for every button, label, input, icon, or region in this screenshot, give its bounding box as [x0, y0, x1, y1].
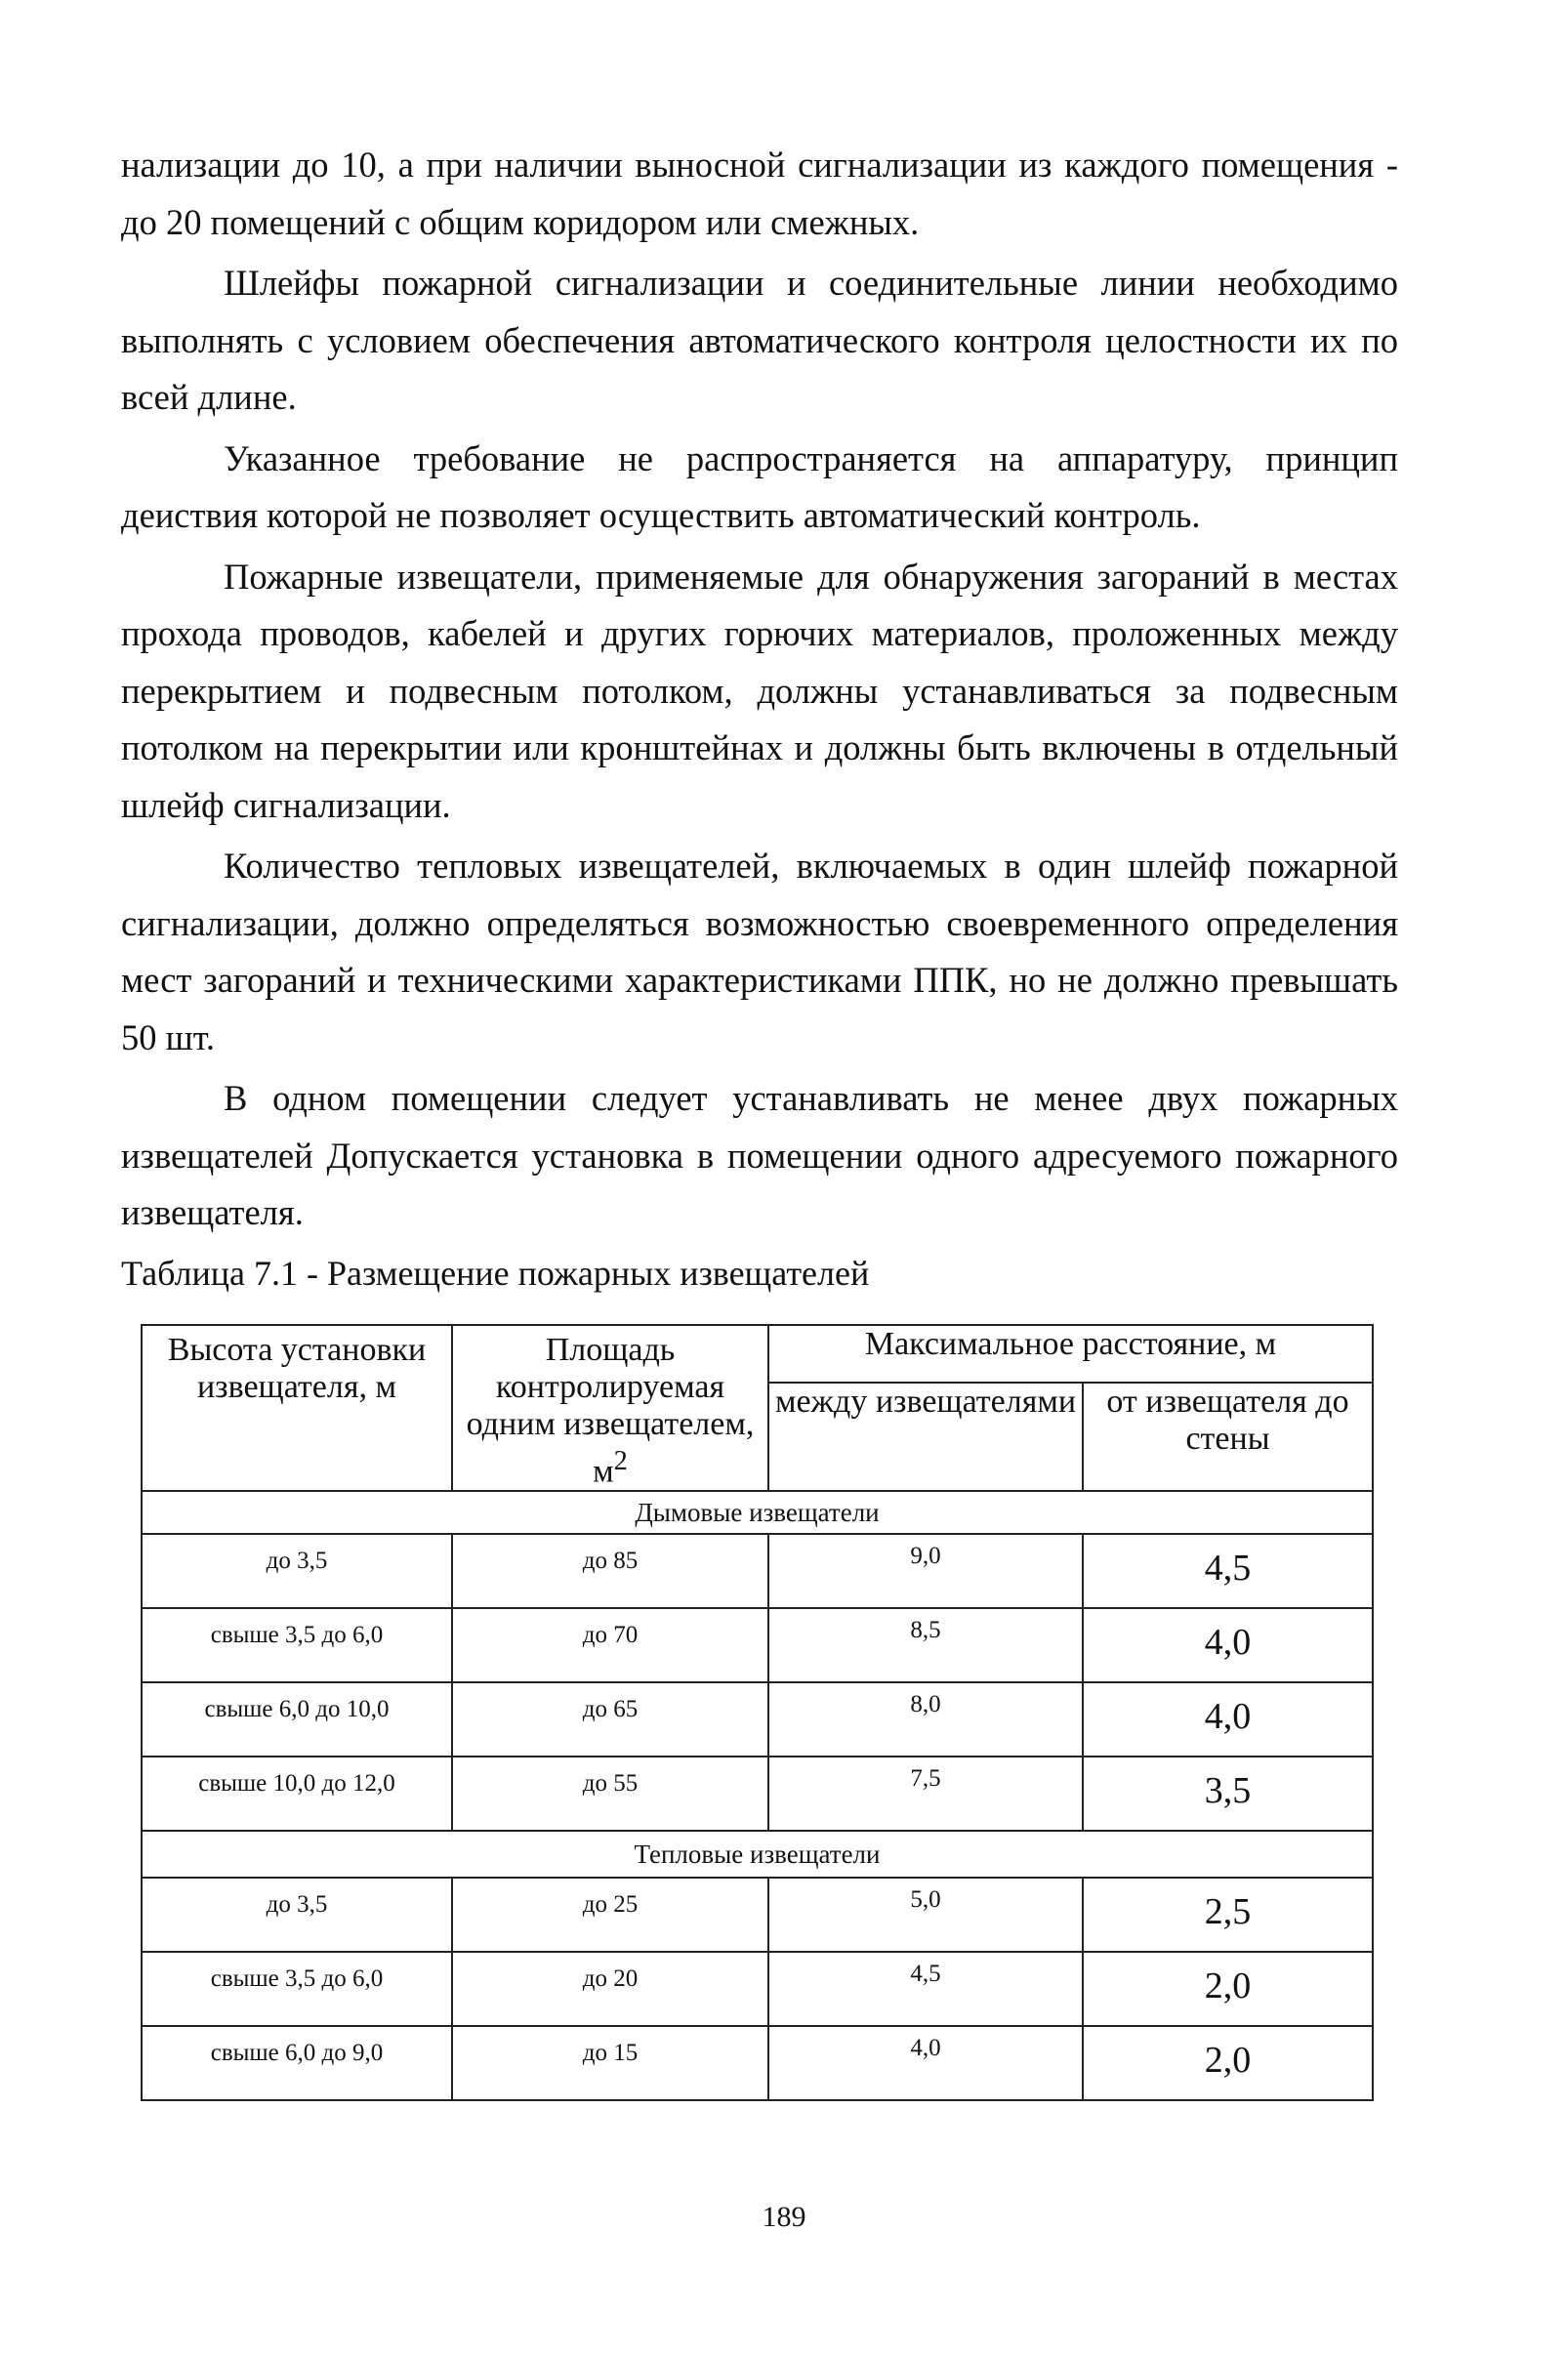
cell-wall: 2,0	[1083, 1952, 1373, 2026]
table-row	[142, 1682, 1373, 1757]
header-between	[768, 1383, 1083, 1492]
cell-height: свыше 3,5 до 6,0	[142, 1608, 452, 1682]
table-row	[142, 1608, 1373, 1682]
cell-between: 9,0	[768, 1534, 1083, 1608]
header-height-label: Высота установки извещателя, м	[167, 1332, 427, 1405]
header-between-label: между извещателями	[774, 1383, 1077, 1420]
table-row	[142, 1534, 1373, 1608]
cell-height: свыше 3,5 до 6,0	[142, 1952, 452, 2026]
cell-between: 4,0	[768, 2026, 1083, 2100]
cell-area: до 20	[452, 1952, 768, 2026]
section-title-smoke: Дымовые извещатели	[142, 1491, 1373, 1534]
cell-between: 4,5	[768, 1952, 1083, 2026]
placement-table	[141, 1324, 1374, 2101]
cell-height: свыше 10,0 до 12,0	[142, 1757, 452, 1831]
cell-between: 5,0	[768, 1878, 1083, 1952]
cell-wall: 4,0	[1083, 1608, 1373, 1682]
cell-area: до 65	[452, 1682, 768, 1757]
cell-wall: 4,5	[1083, 1534, 1373, 1608]
cell-between: 7,5	[768, 1757, 1083, 1831]
cell-height: до 3,5	[142, 1534, 452, 1608]
table-row	[142, 1878, 1373, 1952]
header-to-wall	[1083, 1383, 1373, 1492]
paragraph: нализации до 10, а при наличии выносной сигнализации из каждого помещения - до 20 помещений с общим коридором или смежных.	[121, 145, 1398, 242]
cell-height: до 3,5	[142, 1878, 452, 1952]
cell-wall: 2,0	[1083, 2026, 1373, 2100]
header-distance-label: Максимальное расстояние, м	[864, 1326, 1277, 1362]
cell-wall: 2,5	[1083, 1878, 1373, 1952]
cell-area: до 70	[452, 1608, 768, 1682]
cell-wall: 4,0	[1083, 1682, 1373, 1757]
cell-height: свыше 6,0 до 9,0	[142, 2026, 452, 2100]
header-area	[452, 1325, 768, 1491]
paragraph: Указанное требование не распространяется на аппаратуру, принцип деиствия которой не позволяет осуществить автоматический контроль.	[121, 437, 1398, 535]
section-title-heat: Тепловые извещатели	[142, 1831, 1373, 1878]
header-to-wall-label: от извещателя до стены	[1106, 1383, 1349, 1457]
section-row	[142, 1491, 1373, 1534]
table-header-row	[142, 1325, 1373, 1383]
table-row	[142, 2026, 1373, 2100]
page-number: 189	[762, 2201, 806, 2233]
cell-area: до 15	[452, 2026, 768, 2100]
header-distance	[768, 1325, 1373, 1383]
paragraph: Количество тепловых извещателей, включаемых в один шлейф пожарной сигнализации, должно определяться возможностью своевременного определения мест загораний и техническими характеристиками ППК, но не должно превышать 50 шт.	[121, 846, 1398, 1057]
paragraph: В одном помещении следует устанавливать не менее двух пожарных извещателей Допускается установка в помещении одного адресуемого пожарного извещателя.	[121, 1078, 1398, 1232]
table-row	[142, 1757, 1373, 1831]
paragraph: Шлейфы пожарной сигнализации и соединительные линии необходимо выполнять с условием обеспечения автоматического контроля целостности их по всей длине.	[121, 263, 1398, 417]
table-row	[142, 1952, 1373, 2026]
section-row	[142, 1831, 1373, 1878]
table-caption: Таблица 7.1 - Размещение пожарных извещателей	[121, 1254, 870, 1293]
cell-height: свыше 6,0 до 10,0	[142, 1682, 452, 1757]
body-text	[121, 137, 1398, 1246]
header-height	[142, 1325, 452, 1491]
header-area-label: Площадь контролируемая одним извещателем, м	[466, 1332, 755, 1490]
cell-between: 8,5	[768, 1608, 1083, 1682]
cell-area: до 55	[452, 1757, 768, 1831]
cell-between: 8,0	[768, 1682, 1083, 1757]
paragraph: Пожарные извещатели, применяемые для обнаружения загораний в местах прохода проводов, кабелей и других горючих материалов, проложенных между перекрытием и подвесным потолком, должны устанавливаться за подвесным потолком на перекрытии или кронштейнах и должны быть включены в отдельный шлейф сигнализации.	[121, 556, 1398, 825]
cell-area: до 85	[452, 1534, 768, 1608]
cell-wall: 3,5	[1083, 1757, 1373, 1831]
cell-area: до 25	[452, 1878, 768, 1952]
header-area-superscript: 2	[613, 1446, 628, 1476]
